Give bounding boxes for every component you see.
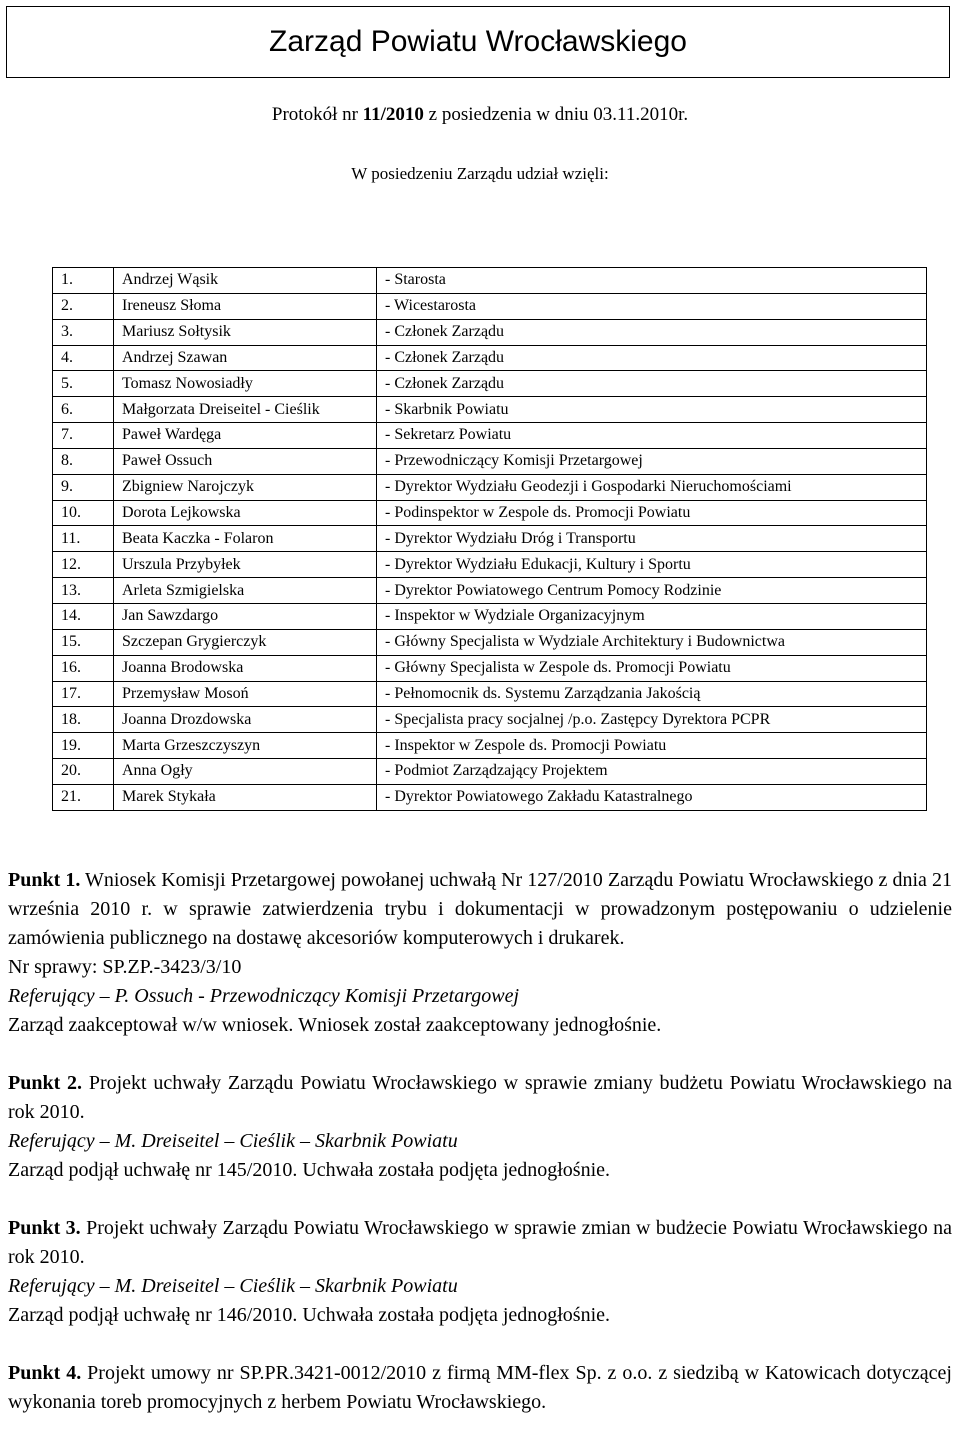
point-1-referent bbox=[8, 982, 952, 1011]
point-3-referent bbox=[8, 1272, 952, 1301]
member-row bbox=[53, 655, 927, 681]
member-role: - Dyrektor Powiatowego Centrum Pomocy Rodzinie bbox=[377, 578, 927, 604]
protocol-suffix: z posiedzenia w dniu 03.11.2010r. bbox=[423, 104, 689, 125]
point-2-referent bbox=[8, 1127, 952, 1156]
point-4-label: Punkt 4. bbox=[8, 1362, 82, 1384]
member-row bbox=[53, 345, 927, 371]
point-2-text: Projekt uchwały Zarządu Powiatu Wrocławskiego w sprawie zmiany budżetu Powiatu Wrocławskiego na rok 2010. bbox=[8, 1072, 952, 1123]
member-number: 2. bbox=[53, 293, 114, 319]
member-role: - Sekretarz Powiatu bbox=[377, 423, 927, 449]
member-row bbox=[53, 448, 927, 474]
member-name: Mariusz Sołtysik bbox=[114, 319, 377, 345]
point-4 bbox=[8, 1359, 952, 1417]
member-number: 6. bbox=[53, 397, 114, 423]
member-number: 4. bbox=[53, 345, 114, 371]
member-row bbox=[53, 423, 927, 449]
point-1-decision: Zarząd zaakceptował w/w wniosek. Wniosek został zaakceptowany jednogłośnie. bbox=[8, 1014, 662, 1036]
member-number: 11. bbox=[53, 526, 114, 552]
member-number: 9. bbox=[53, 474, 114, 500]
member-name: Marta Grzeszczyszyn bbox=[114, 733, 377, 759]
member-number: 8. bbox=[53, 448, 114, 474]
member-name: Małgorzata Dreiseitel - Cieślik bbox=[114, 397, 377, 423]
member-row bbox=[53, 500, 927, 526]
member-role: - Podmiot Zarządzający Projektem bbox=[377, 759, 927, 785]
member-role: - Przewodniczący Komisji Przetargowej bbox=[377, 448, 927, 474]
member-name: Urszula Przybyłek bbox=[114, 552, 377, 578]
member-number: 3. bbox=[53, 319, 114, 345]
member-row bbox=[53, 293, 927, 319]
member-role: - Główny Specjalista w Zespole ds. Promocji Powiatu bbox=[377, 655, 927, 681]
member-name: Beata Kaczka - Folaron bbox=[114, 526, 377, 552]
member-role: - Inspektor w Wydziale Organizacyjnym bbox=[377, 603, 927, 629]
member-name: Arleta Szmigielska bbox=[114, 578, 377, 604]
members-table bbox=[52, 267, 927, 811]
member-role: - Dyrektor Wydziału Dróg i Transportu bbox=[377, 526, 927, 552]
member-role: - Podinspektor w Zespole ds. Promocji Powiatu bbox=[377, 500, 927, 526]
point-2-label: Punkt 2. bbox=[8, 1072, 83, 1094]
member-role: - Skarbnik Powiatu bbox=[377, 397, 927, 423]
point-2-referent-text: Referujący – M. Dreiseitel – Cieślik – Skarbnik Powiatu bbox=[8, 1130, 458, 1152]
member-number: 13. bbox=[53, 578, 114, 604]
member-number: 20. bbox=[53, 759, 114, 785]
member-row bbox=[53, 733, 927, 759]
point-1-text: Wniosek Komisji Przetargowej powołanej uchwałą Nr 127/2010 Zarządu Powiatu Wrocławskiego z dnia 21 września 2010 r. w sprawie zatwierdzenia trybu i dokumentacji w prowadzonym postępowaniu o udzielenie zamówienia publicznego na dostawę akcesoriów komputerowych i drukarek. bbox=[8, 869, 952, 949]
member-row bbox=[53, 603, 927, 629]
member-role: - Członek Zarządu bbox=[377, 345, 927, 371]
point-3-label: Punkt 3. bbox=[8, 1217, 81, 1239]
member-name: Andrzej Wąsik bbox=[114, 268, 377, 294]
member-role: - Dyrektor Wydziału Edukacji, Kultury i Sportu bbox=[377, 552, 927, 578]
member-role: - Główny Specjalista w Wydziale Architektury i Budownictwa bbox=[377, 629, 927, 655]
member-number: 5. bbox=[53, 371, 114, 397]
member-name: Marek Stykała bbox=[114, 784, 377, 810]
member-row bbox=[53, 552, 927, 578]
point-3-decision: Zarząd podjął uchwałę nr 146/2010. Uchwała została podjęta jednogłośnie. bbox=[8, 1304, 611, 1326]
member-number: 16. bbox=[53, 655, 114, 681]
member-row bbox=[53, 397, 927, 423]
member-row bbox=[53, 319, 927, 345]
point-1-case-number: Nr sprawy: SP.ZP.-3423/3/10 bbox=[8, 956, 242, 978]
protocol-prefix: Protokół nr bbox=[271, 104, 363, 125]
member-role: - Specjalista pracy socjalnej /p.o. Zastępcy Dyrektora PCPR bbox=[377, 707, 927, 733]
document-title: Zarząd Powiatu Wrocławskiego bbox=[6, 6, 950, 78]
member-name: Dorota Lejkowska bbox=[114, 500, 377, 526]
point-3 bbox=[8, 1214, 952, 1272]
member-name: Przemysław Mosoń bbox=[114, 681, 377, 707]
member-role: - Starosta bbox=[377, 268, 927, 294]
attendance-intro: W posiedzeniu Zarządu udział wzięli: bbox=[351, 164, 609, 183]
member-row bbox=[53, 578, 927, 604]
member-row bbox=[53, 707, 927, 733]
member-row bbox=[53, 268, 927, 294]
member-role: - Inspektor w Zespole ds. Promocji Powiatu bbox=[377, 733, 927, 759]
member-name: Zbigniew Narojczyk bbox=[114, 474, 377, 500]
protocol-number: 11/2010 bbox=[362, 104, 424, 125]
member-row bbox=[53, 629, 927, 655]
agenda-body bbox=[8, 866, 952, 1417]
member-name: Ireneusz Słoma bbox=[114, 293, 377, 319]
point-3-referent-text: Referujący – M. Dreiseitel – Cieślik – Skarbnik Powiatu bbox=[8, 1275, 458, 1297]
member-name: Szczepan Grygierczyk bbox=[114, 629, 377, 655]
point-3-text: Projekt uchwały Zarządu Powiatu Wrocławskiego w sprawie zmian w budżecie Powiatu Wrocławskiego na rok 2010. bbox=[8, 1217, 953, 1268]
member-number: 15. bbox=[53, 629, 114, 655]
member-name: Anna Ogły bbox=[114, 759, 377, 785]
member-name: Joanna Drozdowska bbox=[114, 707, 377, 733]
member-row bbox=[53, 784, 927, 810]
member-number: 10. bbox=[53, 500, 114, 526]
point-1-referent-text: Referujący – P. Ossuch - Przewodniczący Komisji Przetargowej bbox=[8, 985, 520, 1007]
member-number: 21. bbox=[53, 784, 114, 810]
member-number: 7. bbox=[53, 423, 114, 449]
point-2 bbox=[8, 1069, 952, 1127]
member-role: - Pełnomocnik ds. Systemu Zarządzania Jakością bbox=[377, 681, 927, 707]
member-number: 1. bbox=[53, 268, 114, 294]
member-name: Joanna Brodowska bbox=[114, 655, 377, 681]
member-role: - Członek Zarządu bbox=[377, 319, 927, 345]
member-number: 17. bbox=[53, 681, 114, 707]
member-row bbox=[53, 474, 927, 500]
member-number: 18. bbox=[53, 707, 114, 733]
member-role: - Wicestarosta bbox=[377, 293, 927, 319]
member-role: - Dyrektor Wydziału Geodezji i Gospodarki Nieruchomościami bbox=[377, 474, 927, 500]
member-number: 14. bbox=[53, 603, 114, 629]
point-1 bbox=[8, 866, 952, 953]
member-name: Paweł Wardęga bbox=[114, 423, 377, 449]
member-name: Paweł Ossuch bbox=[114, 448, 377, 474]
point-4-text: Projekt umowy nr SP.PR.3421-0012/2010 z firmą MM-flex Sp. z o.o. z siedzibą w Katowicach dotyczącej wykonania toreb promocyjnych z herbem Powiatu Wrocławskiego. bbox=[8, 1362, 952, 1413]
protocol-line bbox=[0, 104, 960, 126]
member-row bbox=[53, 681, 927, 707]
member-name: Tomasz Nowosiadły bbox=[114, 371, 377, 397]
member-number: 19. bbox=[53, 733, 114, 759]
point-2-decision: Zarząd podjął uchwałę nr 145/2010. Uchwała została podjęta jednogłośnie. bbox=[8, 1159, 611, 1181]
member-row bbox=[53, 759, 927, 785]
member-row bbox=[53, 526, 927, 552]
point-1-label: Punkt 1. bbox=[8, 869, 81, 891]
member-name: Jan Sawzdargo bbox=[114, 603, 377, 629]
member-name: Andrzej Szawan bbox=[114, 345, 377, 371]
member-row bbox=[53, 371, 927, 397]
member-role: - Dyrektor Powiatowego Zakładu Katastralnego bbox=[377, 784, 927, 810]
member-number: 12. bbox=[53, 552, 114, 578]
member-role: - Członek Zarządu bbox=[377, 371, 927, 397]
